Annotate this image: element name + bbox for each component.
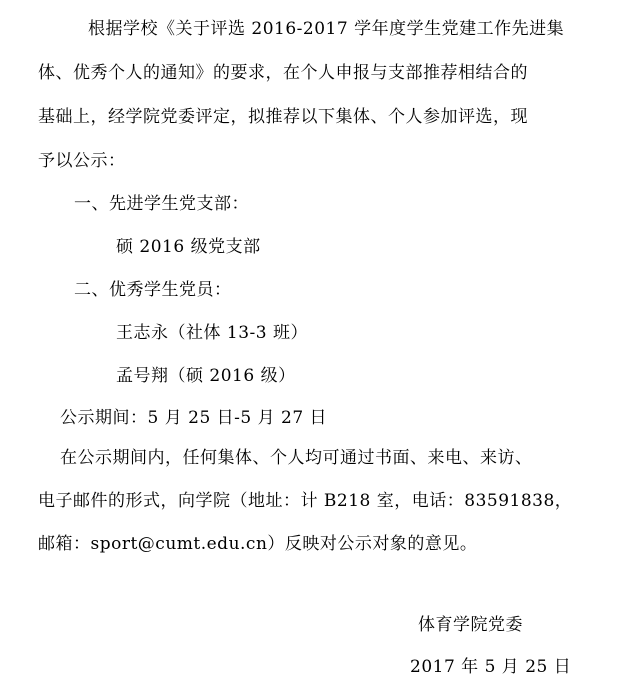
- list-item: 王志永（社体 13-3 班）: [116, 323, 308, 343]
- paragraph-line: 电子邮件的形式，向学院（地址：计 B218 室，电话：83591838，: [38, 491, 573, 511]
- section-heading: 一、先进学生党支部：: [74, 194, 249, 214]
- list-item: 孟号翔（硕 2016 级）: [116, 366, 296, 386]
- notice-period: 公示期间：5 月 25 日-5 月 27 日: [60, 408, 328, 428]
- paragraph-line: 根据学校《关于评选 2016-2017 学年度学生党建工作先进集: [88, 19, 565, 39]
- list-item: 硕 2016 级党支部: [116, 237, 261, 257]
- paragraph-line: 邮箱：sport@cumt.edu.cn）反映对公示对象的意见。: [38, 534, 478, 554]
- paragraph-line: 在公示期间内，任何集体、个人均可通过书面、来电、来访、: [60, 448, 533, 468]
- paragraph-line: 基础上，经学院党委评定，拟推荐以下集体、个人参加评选，现: [38, 107, 528, 127]
- signature: 体育学院党委: [418, 615, 523, 635]
- section-heading: 二、优秀学生党员：: [74, 280, 232, 300]
- paragraph-line: 体、优秀个人的通知》的要求，在个人申报与支部推荐相结合的: [38, 63, 528, 83]
- paragraph-line: 予以公示：: [38, 151, 126, 171]
- date: 2017 年 5 月 25 日: [410, 657, 572, 677]
